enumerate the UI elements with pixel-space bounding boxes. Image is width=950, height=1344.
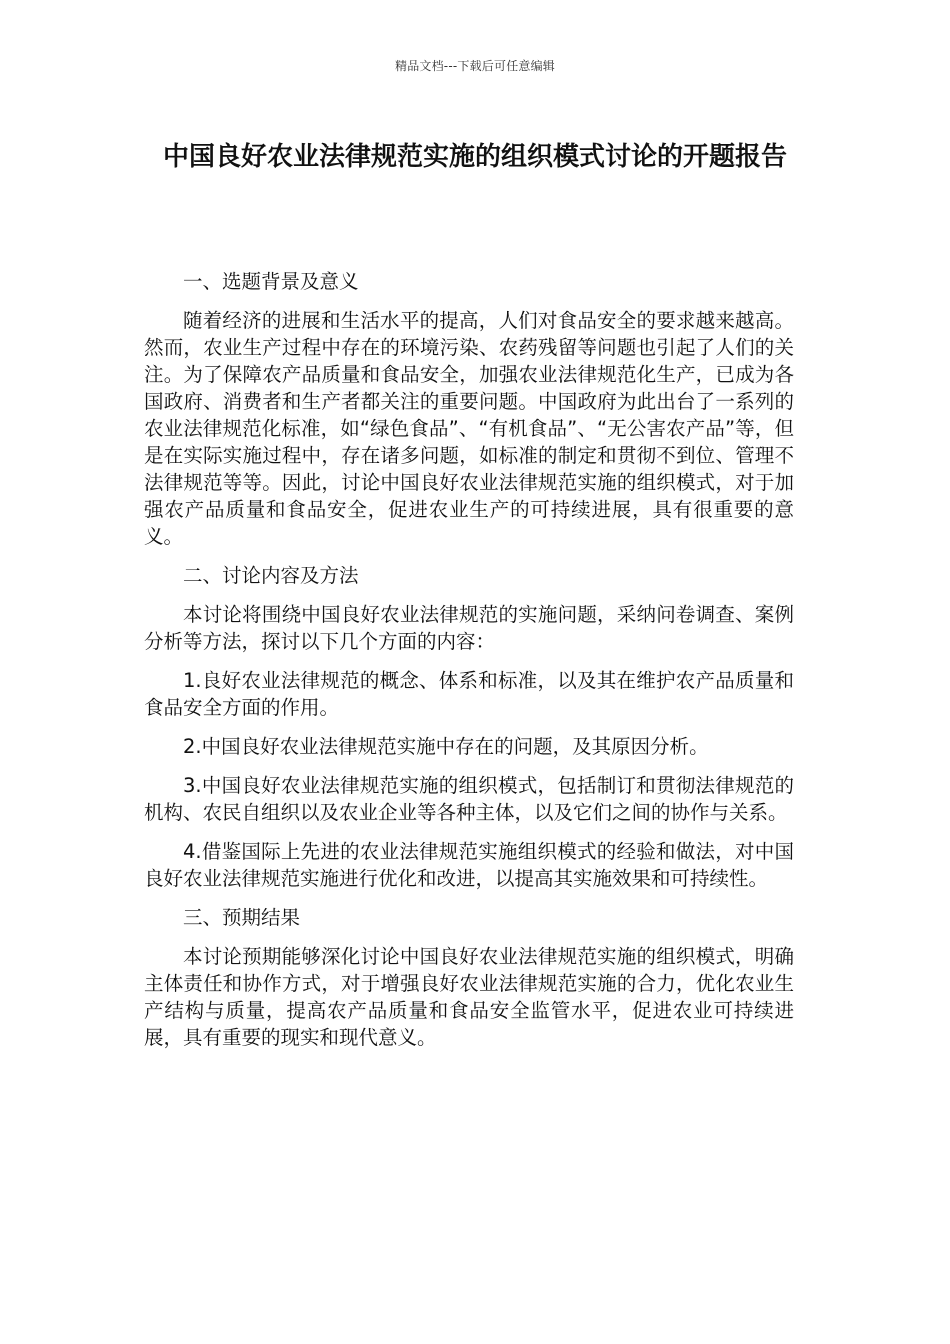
- section-heading-background: 一、选题背景及意义: [183, 270, 359, 293]
- document-title: 中国良好农业法律规范实施的组织模式讨论的开题报告: [162, 142, 787, 172]
- paragraph-content-item-1: 1.良好农业法律规范的概念、体系和标准，以及其在维护农产品质量和食品安全方面的作用。: [144, 669, 794, 719]
- section-heading-expected-results: 三、预期结果: [183, 906, 301, 929]
- paragraph-content-item-2: 2.中国良好农业法律规范实施中存在的问题，及其原因分析。: [183, 735, 709, 758]
- paragraph-expected-results: 本讨论预期能够深化讨论中国良好农业法律规范实施的组织模式，明确主体责任和协作方式，对于增强良好农业法律规范实施的合力，优化农业生产结构与质量，提高农产品质量和食品安全监管水平，促进农业可持续进展，具有重要的现实和现代意义。: [144, 945, 794, 1049]
- section-heading-content-method: 二、讨论内容及方法: [183, 564, 359, 587]
- paragraph-content-item-4: 4.借鉴国际上先进的农业法律规范实施组织模式的经验和做法，对中国良好农业法律规范实施进行优化和改进，以提高其实施效果和可持续性。: [144, 840, 794, 890]
- document-body: [144, 268, 794, 1063]
- paragraph-content-intro: 本讨论将围绕中国良好农业法律规范的实施问题，采纳问卷调查、案例分析等方法，探讨以下几个方面的内容：: [144, 603, 794, 653]
- header-note: 精品文档---下载后可任意编辑: [395, 59, 555, 73]
- paragraph-content-item-3: 3.中国良好农业法律规范实施的组织模式，包括制订和贯彻法律规范的机构、农民自组织以及农业企业等各种主体，以及它们之间的协作与关系。: [144, 774, 794, 824]
- paragraph-background: 随着经济的进展和生活水平的提高，人们对食品安全的要求越来越高。然而，农业生产过程中存在的环境污染、农药残留等问题也引起了人们的关注。为了保障农产品质量和食品安全，加强农业法律规范化生产，已成为各国政府、消费者和生产者都关注的重要问题。中国政府为此出台了一系列的农业法律规范化标准，如“绿色食品”、“有机食品”、“无公害农产品”等，但是在实际实施过程中，存在诸多问题，如标准的制定和贯彻不到位、管理不法律规范等等。因此，讨论中国良好农业法律规范实施的组织模式，对于加强农产品质量和食品安全，促进农业生产的可持续进展，具有很重要的意义。: [144, 309, 794, 548]
